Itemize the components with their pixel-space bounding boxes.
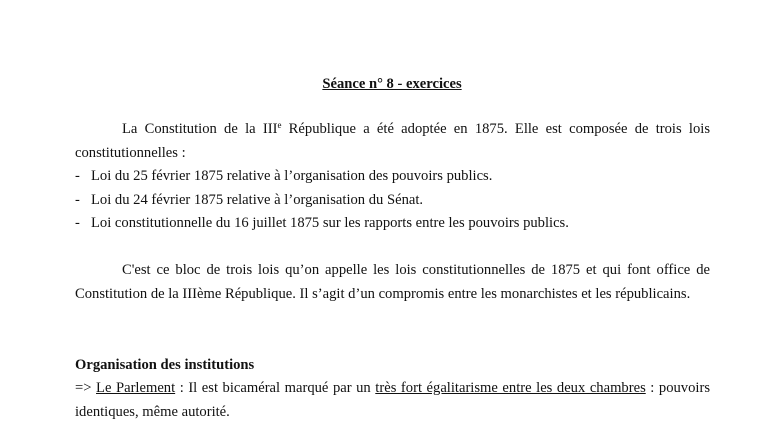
parlement-text-start: : Il est bicaméral marqué par un	[175, 380, 376, 396]
intro-superscript: e	[277, 120, 282, 130]
parlement-emphasis: très fort égalitarisme entre les deux chambres	[375, 380, 646, 396]
list-item-text: Loi constitutionnelle du 16 juillet 1875 sur les rapports entre les pouvoirs publics.	[91, 215, 569, 232]
arrow-marker: =>	[75, 380, 92, 396]
intro-text-start: La Constitution de la III	[122, 121, 278, 137]
parlement-paragraph	[75, 377, 710, 424]
list-item	[75, 212, 715, 236]
page-title: Séance n° 8 - exercices	[322, 76, 462, 92]
parlement-label: Le Parlement	[96, 380, 176, 396]
bullet-dash: -	[75, 191, 80, 208]
list-item-text: Loi du 24 février 1875 relative à l’organisation du Sénat.	[91, 191, 424, 208]
list-item	[75, 189, 715, 213]
list-item	[75, 165, 715, 189]
summary-text: C'est ce bloc de trois lois qu’on appelle les lois constitutionnelles de 1875 et qui font office de Constitution de la IIIème République. Il s’agit d’un compromis entre les monarchistes et les républicains.	[75, 262, 710, 302]
intro-paragraph	[75, 118, 710, 165]
summary-paragraph	[75, 259, 710, 306]
bullet-dash: -	[75, 215, 80, 232]
bullet-dash: -	[75, 168, 80, 184]
list-item-text: Loi du 25 février 1875 relative à l’organisation des pouvoirs publics.	[91, 168, 493, 184]
law-list	[75, 165, 715, 236]
parlement-text-end: : pouvoirs identiques, même autorité.	[75, 380, 710, 420]
section-heading: Organisation des institutions	[75, 357, 255, 373]
intro-text-end: République a été adoptée en 1875. Elle est composée de trois lois constitutionnelles :	[75, 121, 710, 161]
